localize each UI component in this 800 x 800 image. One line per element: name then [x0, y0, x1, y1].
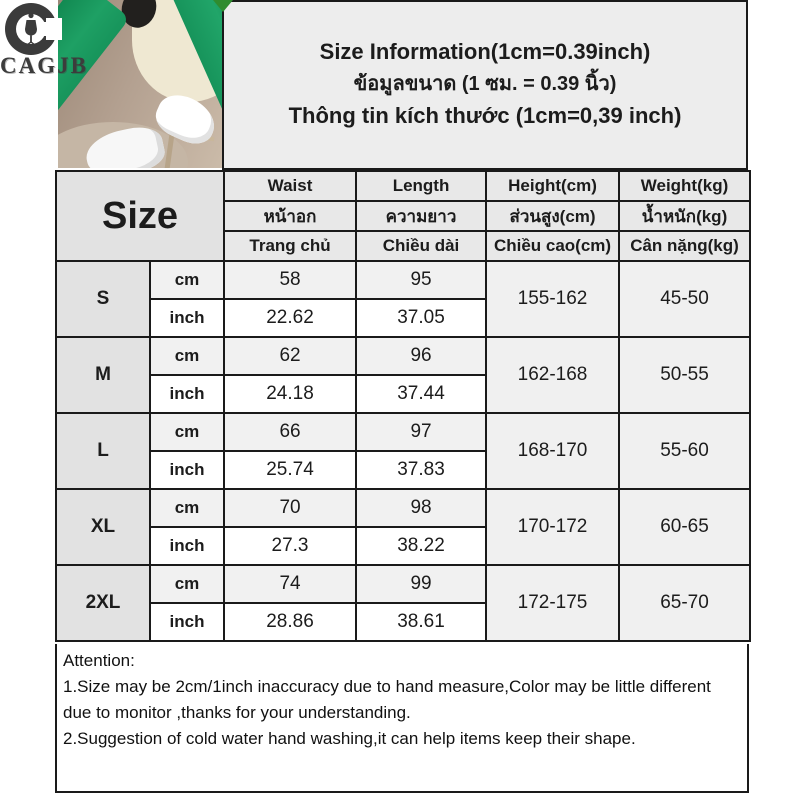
length-cm-2xl: 99 — [356, 565, 486, 603]
unit-cm: cm — [150, 565, 224, 603]
waist-cm-xl: 70 — [224, 489, 356, 527]
waist-cm-s: 58 — [224, 261, 356, 299]
height-range-xl: 170-172 — [486, 489, 619, 565]
size-chart-sheet — [55, 170, 749, 748]
size-label-xl: XL — [56, 489, 150, 565]
col-header-height-en: Height(cm) — [486, 171, 619, 201]
table-row — [56, 337, 750, 375]
waist-inch-l: 25.74 — [224, 451, 356, 489]
col-header-weight-th: น้ำหนัก(kg) — [619, 201, 750, 231]
attention-note-2: 2.Suggestion of cold water hand washing,it can help items keep their shape. — [63, 729, 636, 748]
table-row — [56, 565, 750, 603]
title-thai: ข้อมูลขนาด (1 ซม. = 0.39 นิ้ว) — [353, 73, 617, 95]
unit-inch: inch — [150, 451, 224, 489]
waist-inch-m: 24.18 — [224, 375, 356, 413]
attention-box — [55, 644, 749, 793]
unit-cm: cm — [150, 261, 224, 299]
height-range-l: 168-170 — [486, 413, 619, 489]
length-inch-m: 37.44 — [356, 375, 486, 413]
col-header-waist-vi: Trang chủ — [224, 231, 356, 261]
size-info-header-panel — [222, 0, 748, 170]
col-header-weight-vi: Cân nặng(kg) — [619, 231, 750, 261]
length-cm-s: 95 — [356, 261, 486, 299]
unit-cm: cm — [150, 489, 224, 527]
table-row — [56, 413, 750, 451]
weight-range-m: 50-55 — [619, 337, 750, 413]
unit-inch: inch — [150, 527, 224, 565]
col-header-waist-en: Waist — [224, 171, 356, 201]
waist-cm-2xl: 74 — [224, 565, 356, 603]
height-range-s: 155-162 — [486, 261, 619, 337]
length-inch-s: 37.05 — [356, 299, 486, 337]
length-cm-l: 97 — [356, 413, 486, 451]
corner-flag-icon — [213, 0, 233, 12]
unit-cm: cm — [150, 413, 224, 451]
weight-range-xl: 60-65 — [619, 489, 750, 565]
waist-inch-s: 22.62 — [224, 299, 356, 337]
attention-heading: Attention: — [63, 651, 135, 670]
height-range-m: 162-168 — [486, 337, 619, 413]
col-header-height-th: ส่วนสูง(cm) — [486, 201, 619, 231]
length-inch-xl: 38.22 — [356, 527, 486, 565]
attention-note-1: 1.Size may be 2cm/1inch inaccuracy due to hand measure,Color may be little different due to monitor ,thanks for your understanding. — [63, 677, 711, 722]
unit-cm: cm — [150, 337, 224, 375]
unit-inch: inch — [150, 375, 224, 413]
weight-range-l: 55-60 — [619, 413, 750, 489]
title-vietnamese: Thông tin kích thước (1cm=0,39 inch) — [288, 103, 682, 128]
length-cm-xl: 98 — [356, 489, 486, 527]
unit-inch: inch — [150, 603, 224, 641]
length-inch-l: 37.83 — [356, 451, 486, 489]
weight-range-2xl: 65-70 — [619, 565, 750, 641]
waist-inch-xl: 27.3 — [224, 527, 356, 565]
col-header-height-vi: Chiều cao(cm) — [486, 231, 619, 261]
waist-cm-l: 66 — [224, 413, 356, 451]
weight-range-s: 45-50 — [619, 261, 750, 337]
size-header-cell: Size — [56, 171, 224, 261]
length-cm-m: 96 — [356, 337, 486, 375]
table-row — [56, 261, 750, 299]
unit-inch: inch — [150, 299, 224, 337]
col-header-waist-th: หน้าอก — [224, 201, 356, 231]
col-header-length-vi: Chiều dài — [356, 231, 486, 261]
length-inch-2xl: 38.61 — [356, 603, 486, 641]
mannequin-icon — [2, 2, 62, 60]
col-header-length-en: Length — [356, 171, 486, 201]
waist-inch-2xl: 28.86 — [224, 603, 356, 641]
size-label-m: M — [56, 337, 150, 413]
col-header-weight-en: Weight(kg) — [619, 171, 750, 201]
size-table — [55, 170, 751, 642]
title-english: Size Information(1cm=0.39inch) — [319, 39, 651, 64]
brand-logo-text: CAGJB — [0, 53, 88, 78]
waist-cm-m: 62 — [224, 337, 356, 375]
header-row-english — [56, 171, 750, 201]
height-range-2xl: 172-175 — [486, 565, 619, 641]
table-row — [56, 489, 750, 527]
size-label-s: S — [56, 261, 150, 337]
size-label-l: L — [56, 413, 150, 489]
size-label-2xl: 2XL — [56, 565, 150, 641]
col-header-length-th: ความยาว — [356, 201, 486, 231]
product-photo — [58, 0, 222, 168]
